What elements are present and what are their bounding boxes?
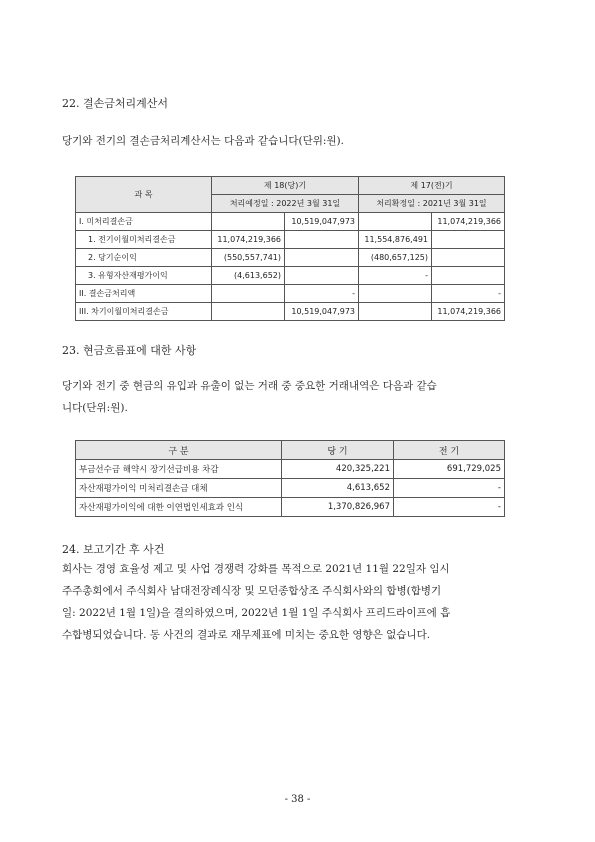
row-label: 자산재평가이익 미처리결손금 대체 [76, 479, 282, 498]
section-24-line-4: 수합병되었습니다. 동 사건의 결과로 재무제표에 미치는 중요한 영향은 없습니다. [62, 629, 431, 641]
cell [359, 285, 432, 303]
table-row [76, 267, 505, 285]
section-24-line-1: 회사는 경영 효율성 제고 및 사업 경쟁력 강화를 목적으로 2021년 11월 22일자 임시 [62, 563, 450, 575]
table-row [76, 231, 505, 249]
table-row [76, 285, 505, 303]
row-label: 1. 전기이월미처리결손금 [76, 231, 212, 249]
cell [285, 249, 359, 267]
table-row [76, 213, 505, 231]
header-current-date: 처리예정일 : 2022년 3월 31일 [212, 195, 359, 213]
table-row [76, 303, 505, 321]
cell: (550,557,741) [212, 249, 285, 267]
cash-flow-table [75, 440, 505, 517]
section-23-intro-line-2: 니다(단위:원). [62, 402, 128, 414]
section-22-title: 22. 결손금처리계산서 [62, 97, 168, 110]
section-24-title: 24. 보고기간 후 사건 [62, 543, 165, 556]
cell: 11,554,876,491 [359, 231, 432, 249]
cell [212, 213, 285, 231]
table-row [76, 498, 505, 517]
cell-current: 4,613,652 [282, 479, 394, 498]
row-label: I. 미처리결손금 [76, 213, 212, 231]
header-prior-date: 처리확정일 : 2021년 3월 31일 [359, 195, 505, 213]
row-label: 3. 유형자산재평가이익 [76, 267, 212, 285]
cell: 10,519,047,973 [285, 213, 359, 231]
row-label: III. 차기이월미처리결손금 [76, 303, 212, 321]
cell: - [285, 285, 359, 303]
table-row [76, 460, 505, 479]
header-category: 구 분 [76, 441, 282, 460]
table-row [76, 249, 505, 267]
page-number: - 38 - [284, 794, 311, 805]
header-item: 과 목 [76, 177, 212, 213]
header-prior: 전 기 [394, 441, 505, 460]
cell-prior: - [394, 498, 505, 517]
header-prior-period: 제 17(전)기 [359, 177, 505, 195]
cell: 11,074,219,366 [432, 213, 505, 231]
row-label: II. 결손금처리액 [76, 285, 212, 303]
header-current-period: 제 18(당)기 [212, 177, 359, 195]
cell-prior: - [394, 479, 505, 498]
section-23-title: 23. 현금흐름표에 대한 사항 [62, 344, 197, 357]
cell [212, 303, 285, 321]
cell [432, 267, 505, 285]
cell: - [359, 267, 432, 285]
cell: (4,613,652) [212, 267, 285, 285]
cell: 11,074,219,366 [212, 231, 285, 249]
cell [285, 231, 359, 249]
cell-current: 1,370,826,967 [282, 498, 394, 517]
cell-current: 420,325,221 [282, 460, 394, 479]
cell [212, 285, 285, 303]
cell: (480,657,125) [359, 249, 432, 267]
cell: 11,074,219,366 [432, 303, 505, 321]
cell: - [432, 285, 505, 303]
cell [359, 213, 432, 231]
cell-prior: 691,729,025 [394, 460, 505, 479]
header-current: 당 기 [282, 441, 394, 460]
section-24-line-3: 일: 2022년 1월 1일)을 결의하였으며, 2022년 1월 1일 주식회사 프리드라이프에 흡 [62, 607, 451, 619]
cell [432, 249, 505, 267]
section-22-intro: 당기와 전기의 결손금처리계산서는 다음과 같습니다(단위:원). [62, 135, 344, 147]
cell [285, 267, 359, 285]
section-23-intro-line-1: 당기와 전기 중 현금의 유입과 유출이 없는 거래 중 중요한 거래내역은 다음과 같습 [62, 380, 437, 392]
row-label: 부금선수금 해약시 장기선급비용 차감 [76, 460, 282, 479]
cell [432, 231, 505, 249]
row-label: 자산재평가이익에 대한 이연법인세효과 인식 [76, 498, 282, 517]
cell [359, 303, 432, 321]
section-24-line-2: 주주총회에서 주식회사 남대전장례식장 및 모던종합상조 주식회사와의 합병(합병기 [62, 585, 442, 597]
deficit-treatment-table [75, 176, 505, 321]
row-label: 2. 당기순이익 [76, 249, 212, 267]
table-row [76, 479, 505, 498]
cell: 10,519,047,973 [285, 303, 359, 321]
